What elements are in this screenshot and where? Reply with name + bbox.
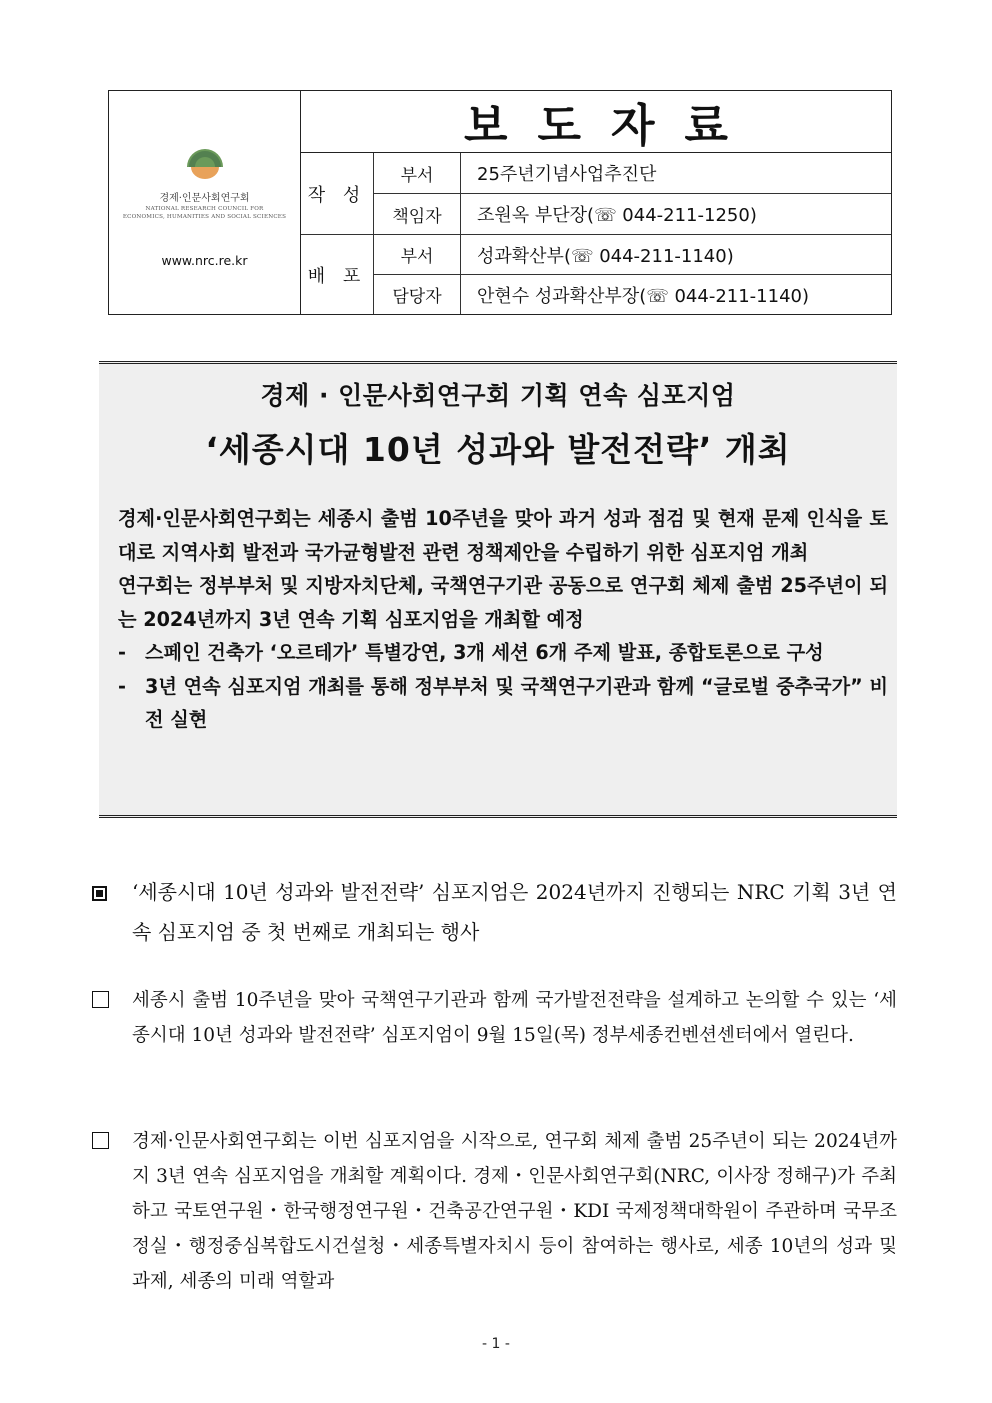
dash-marker: - <box>118 674 126 698</box>
summary-bullet-2-text: 3년 연속 심포지엄 개최를 통해 정부부처 및 국책연구기관과 함께 “글로벌 중추국가” 비전 실현 <box>145 674 888 731</box>
body-paragraph-2 <box>92 1124 897 1299</box>
lead-paragraph <box>92 872 897 952</box>
summary-bullet-1-text: 스페인 건축가 ‘오르테가’ 특별강연, 3개 세션 6개 주제 발표, 종합토론으로 구성 <box>145 641 824 664</box>
body-paragraph-1-text: 세종시 출범 10주년을 맞아 국책연구기관과 함께 국가발전전략을 설계하고 논의할 수 있는 ‘세종시대 10년 성과와 발전전략’ 심포지엄이 9월 15일(목) 정부세종컨벤션센터에서 열린다. <box>132 990 897 1046</box>
row-label-contact: 담당자 <box>374 275 461 314</box>
press-release-header <box>108 90 892 315</box>
summary-box <box>99 361 897 818</box>
empty-square-bullet-icon <box>92 991 109 1008</box>
row-label-manager: 책임자 <box>374 194 461 235</box>
logo-name: 경제·인문사회연구회 <box>159 193 250 204</box>
summary-paragraph-2: 연구회는 정부부처 및 지방자치단체, 국책연구기관 공동으로 연구회 체제 출범 25주년이 되는 2024년까지 3년 연속 기획 심포지엄을 개최할 예정 <box>118 574 888 631</box>
summary-title-1: 경제 · 인문사회연구회 기획 연속 심포지엄 <box>260 381 736 410</box>
row-label-dist-dept: 부서 <box>374 235 461 275</box>
row-label-dept: 부서 <box>374 153 461 194</box>
row-value-manager: 조원옥 부단장(☏ 044-211-1250) <box>461 194 891 235</box>
body-paragraph-1 <box>92 983 897 1053</box>
row-value-contact: 안현수 성과확산부장(☏ 044-211-1140) <box>477 285 809 307</box>
empty-square-bullet-icon <box>92 1132 109 1149</box>
logo-english-name: NATIONAL RESEARCH COUNCIL FOR ECONOMICS, HUMANITIES AND SOCIAL SCIENCES <box>122 206 287 220</box>
summary-bullet-2 <box>118 670 888 737</box>
row-value-dist-dept: 성과확산부(☏ 044-211-1140) <box>461 235 891 275</box>
summary-body <box>118 502 888 737</box>
lead-text: ‘세종시대 10년 성과와 발전전략’ 심포지엄은 2024년까지 진행되는 NRC 기획 3년 연속 심포지엄 중 첫 번째로 개최되는 행사 <box>132 880 897 944</box>
group-author: 작 성 <box>301 153 374 235</box>
body-paragraph-2-text: 경제·인문사회연구회는 이번 심포지엄을 시작으로, 연구회 체제 출범 25주년이 되는 2024년까지 3년 연속 심포지엄을 개최할 계획이다. 경제・인문사회연구회(NRC, 이사장 정해구)가 주최하고 국토연구원・한국행정연구원・건축공간연구원・KDI 국제정책대학원이 주관하며 국무조정실・행정중심복합도시건설청・세종특별자치시 등이 참여하는 행사로, 세종 10년의 성과 및 과제, 세종의 미래 역할과 <box>132 1131 897 1292</box>
document-title-cell <box>301 91 891 153</box>
logo-cell <box>109 91 301 314</box>
page-number: - 1 - <box>482 1336 510 1352</box>
filled-square-bullet-icon <box>92 886 107 901</box>
row-value-dept: 25주년기념사업추진단 <box>461 153 891 194</box>
dash-marker: - <box>118 641 126 664</box>
nrc-logo-icon <box>185 145 225 181</box>
summary-bullet-1 <box>118 636 888 670</box>
website-url: www.nrc.re.kr <box>161 253 248 268</box>
summary-paragraph-1: 경제·인문사회연구회는 세종시 출범 10주년을 맞아 과거 성과 점검 및 현재 문제 인식을 토대로 지역사회 발전과 국가균형발전 관련 정책제안을 수립하기 위한 심포지엄 개최 <box>118 507 888 564</box>
document-title: 보도자료 <box>464 99 758 152</box>
summary-title-2: ‘세종시대 10년 성과와 발전전략’ 개최 <box>205 430 791 469</box>
group-distribution: 배 포 <box>301 235 374 314</box>
